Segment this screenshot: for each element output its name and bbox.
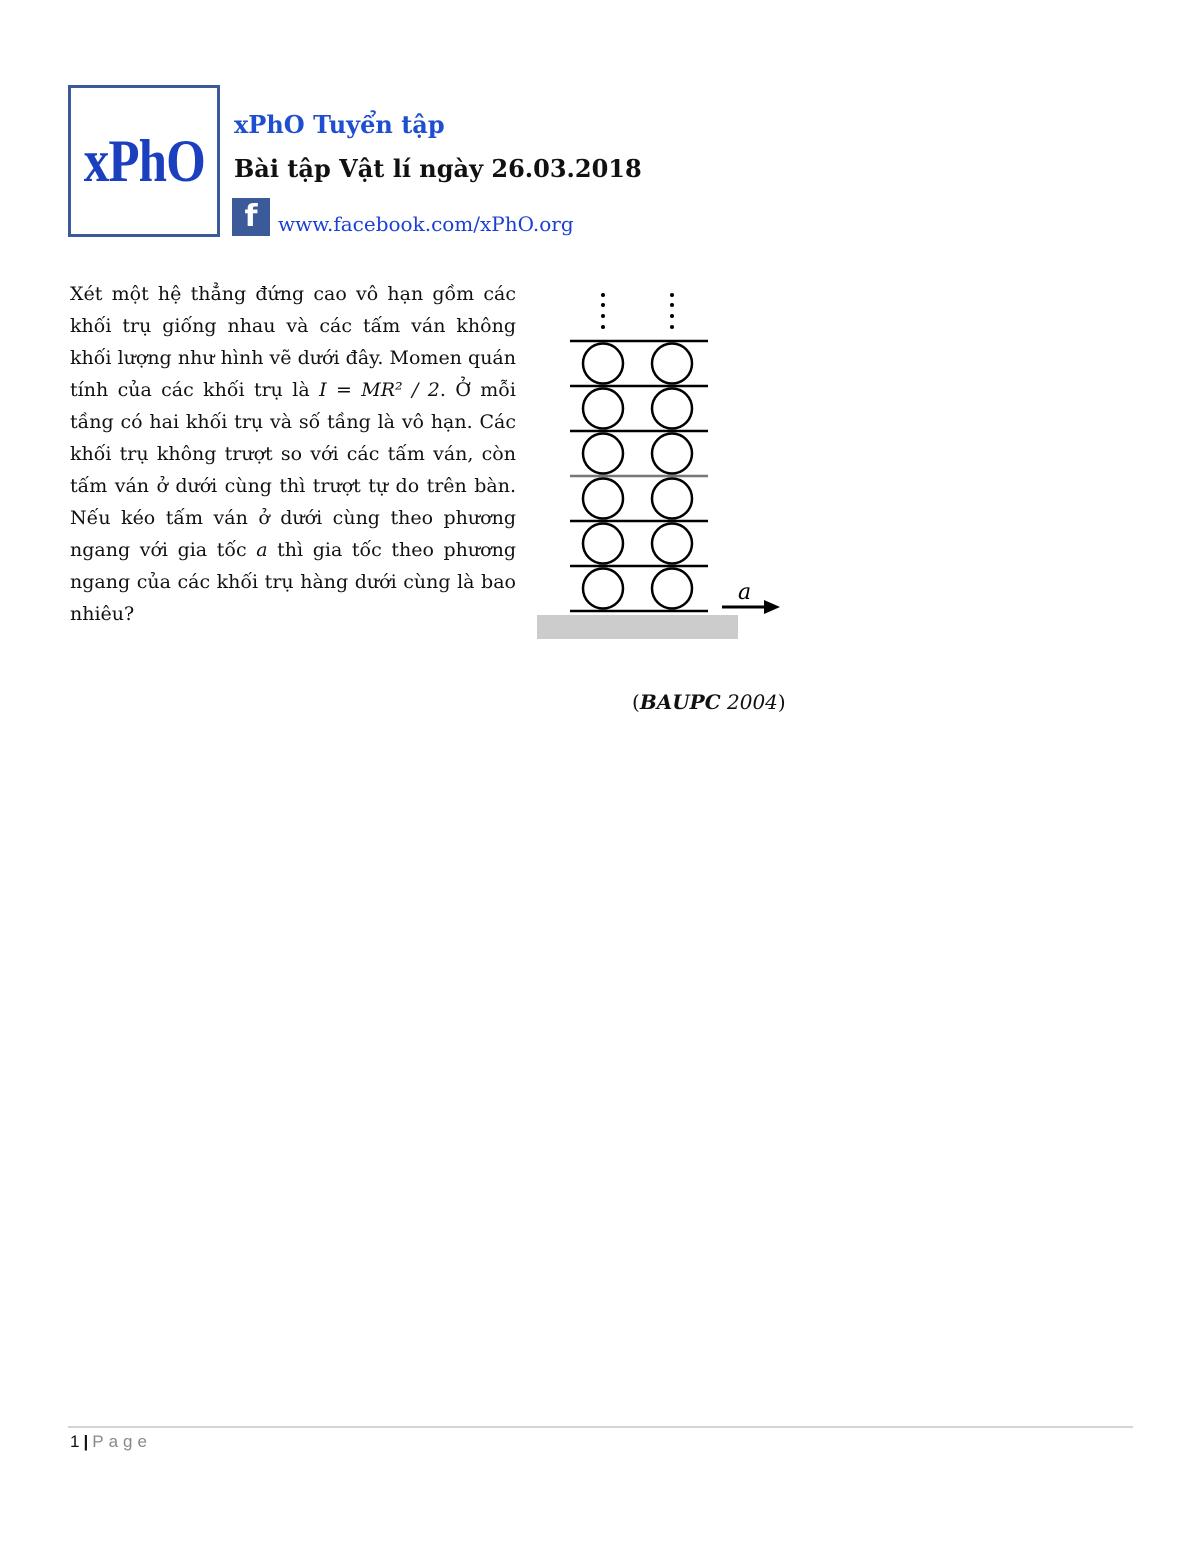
logo-text: xPhO [83,127,205,194]
cylinder [652,434,692,474]
continuation-dot [670,293,674,297]
cylinder [652,524,692,564]
continuation-dot [670,325,674,329]
acceleration-label: a [738,580,752,605]
footer-separator: | [83,1432,89,1451]
continuation-dot [670,303,674,307]
continuation-dot [601,293,605,297]
citation-source: BAUPC [639,690,721,714]
brand-title: xPhO Tuyển tập [234,110,445,139]
infinity-dots [601,293,674,329]
cylinder [583,389,623,429]
citation [632,690,786,714]
citation-year: 2004 [727,690,778,714]
problem-text-part2: . Ở mỗi tầng có hai khối trụ và số tầng là vô hạn. Các khối trụ không trượt so với các tấm ván, còn tấm ván ở dưới cùng thì trượt tự do trên bàn. Nếu kéo tấm ván ở dưới cùng theo phương ngang với gia tốc [70,379,516,561]
problem-text-part1: Xét một hệ thẳng đứng cao vô hạn gồm các khối trụ giống nhau và các tấm ván không khối lượng như hình vẽ dưới đây. Momen quán tính của các khối trụ là [70,283,516,401]
continuation-dot [601,303,605,307]
continuation-dot [670,314,674,318]
problem-text-part3: thì gia tốc theo phương ngang của các khối trụ hàng dưới cùng là bao nhiêu? [70,539,516,625]
cylinder [652,569,692,609]
continuation-dot [601,325,605,329]
citation-close: ) [777,690,786,714]
acceleration-variable: a [256,539,268,561]
cylinder [652,479,692,519]
page-number: 1 [70,1432,80,1451]
footer-divider [68,1426,1133,1428]
planks [570,341,708,611]
page-label: Page [92,1432,152,1451]
acceleration-arrow-head [764,600,780,614]
document-title: Bài tập Vật lí ngày 26.03.2018 [234,154,642,183]
continuation-dot [601,314,605,318]
cylinder [583,524,623,564]
table-surface [537,615,738,639]
cylinder [652,389,692,429]
cylinder [583,344,623,384]
logo [68,85,220,237]
problem-statement [70,278,516,630]
facebook-link[interactable]: www.facebook.com/xPhO.org [278,212,574,236]
cylinder [583,479,623,519]
inertia-formula: I = MR² / 2 [319,379,440,401]
page-footer [70,1432,152,1452]
cylinder [583,434,623,474]
cylinder [652,344,692,384]
citation-open: ( [632,690,640,714]
cylinder-stack-diagram [530,285,790,645]
cylinder [583,569,623,609]
facebook-icon[interactable]: f [232,198,270,236]
